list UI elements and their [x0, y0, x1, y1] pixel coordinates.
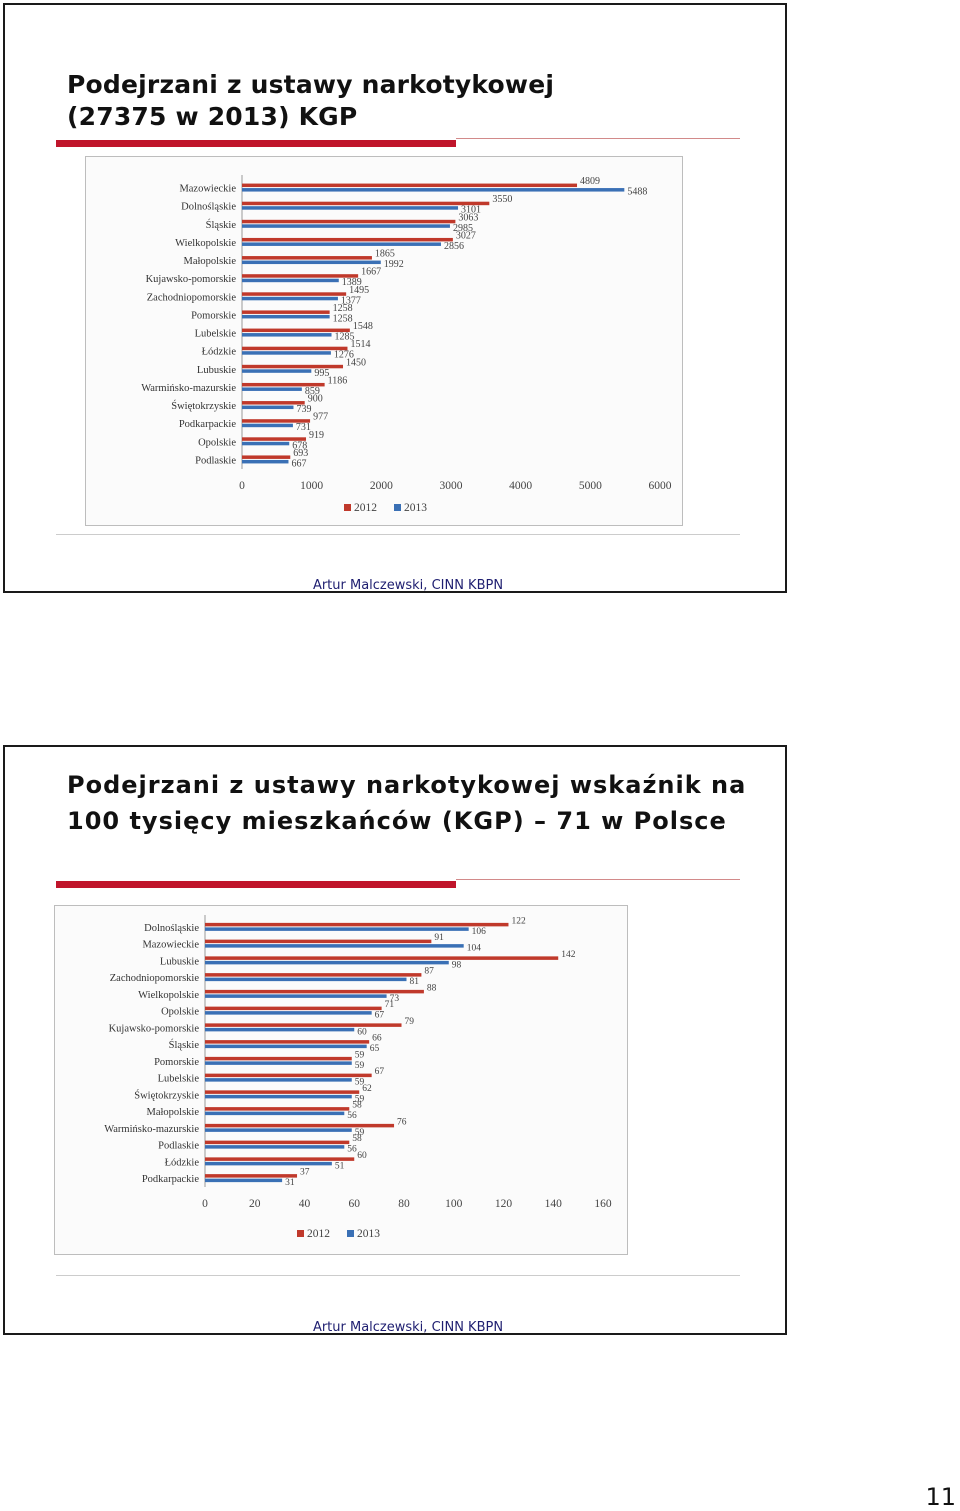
- page-number: 11: [925, 1483, 956, 1511]
- chart-2-frame: [54, 905, 628, 1255]
- bar-2012: [205, 1174, 297, 1178]
- data-label-2012: 87: [424, 966, 434, 977]
- title-underline-accent: [56, 140, 456, 147]
- data-label-2012: 122: [511, 916, 526, 927]
- data-label-2012: 67: [374, 1067, 385, 1078]
- data-label-2013: 739: [296, 404, 312, 416]
- bar-2013: [242, 424, 293, 428]
- chart-1-svg: [86, 157, 682, 525]
- bar-2012: [242, 238, 453, 242]
- bar-2013: [205, 1061, 352, 1065]
- category-label: Lubelskie: [194, 328, 236, 340]
- category-label: Świętokrzyskie: [134, 1090, 199, 1102]
- category-label: Dolnośląskie: [144, 922, 199, 934]
- data-label-2013: 106: [471, 926, 486, 937]
- data-label-2012: 76: [397, 1117, 407, 1128]
- chart-2-svg: [55, 906, 627, 1254]
- category-label: Zachodniopomorskie: [146, 292, 236, 304]
- category-label: Kujawsko-pomorskie: [108, 1023, 199, 1035]
- bar-2013: [242, 242, 441, 246]
- legend-swatch-2013: [347, 1230, 354, 1237]
- category-label: Warmińsko-mazurskie: [104, 1123, 199, 1135]
- bar-2012: [205, 1040, 369, 1044]
- data-label-2012: 1186: [327, 375, 348, 387]
- bar-2012: [205, 1074, 372, 1078]
- data-label-2013: 56: [347, 1111, 357, 1122]
- bar-2012: [205, 1124, 394, 1128]
- category-label: Mazowieckie: [142, 939, 199, 951]
- title-underline-thin: [456, 138, 740, 139]
- category-label: Zachodniopomorskie: [109, 973, 199, 985]
- bar-2013: [205, 1045, 367, 1049]
- legend-label: 2012: [354, 502, 377, 514]
- bar-2013: [205, 1028, 354, 1032]
- category-label: Łódzkie: [164, 1157, 199, 1169]
- data-label-2013: 59: [354, 1077, 365, 1088]
- x-tick-label: 4000: [509, 480, 533, 492]
- data-label-2012: 60: [357, 1150, 367, 1161]
- data-label-2012: 1865: [374, 248, 395, 260]
- x-tick-label: 60: [348, 1198, 360, 1210]
- data-label-2013: 3101: [461, 204, 482, 216]
- bar-2012: [205, 940, 431, 944]
- data-label-2013: 1377: [340, 295, 361, 307]
- data-label-2013: 31: [285, 1178, 295, 1189]
- x-tick-label: 5000: [578, 480, 602, 492]
- data-label-2012: 62: [362, 1083, 372, 1094]
- data-label-2012: 91: [434, 933, 444, 944]
- data-label-2012: 79: [404, 1016, 415, 1027]
- data-label-2013: 81: [409, 977, 419, 988]
- bar-2013: [205, 1112, 344, 1116]
- category-label: Wielkopolskie: [175, 237, 236, 249]
- x-tick-label: 100: [445, 1198, 463, 1210]
- bar-2012: [242, 220, 455, 224]
- data-label-2012: 3063: [458, 212, 479, 224]
- category-label: Śląskie: [205, 219, 236, 231]
- title-underline-thin: [456, 879, 740, 880]
- bar-2012: [242, 184, 577, 188]
- data-label-2013: 859: [304, 385, 320, 397]
- slide-title: [67, 69, 554, 133]
- bar-2013: [205, 927, 469, 931]
- data-label-2013: 65: [369, 1044, 380, 1055]
- bar-2013: [242, 406, 293, 410]
- bar-2012: [242, 455, 290, 459]
- data-label-2012: 977: [313, 411, 329, 423]
- bar-2013: [242, 315, 330, 319]
- data-label-2013: 104: [466, 943, 481, 954]
- data-label-2012: 919: [309, 429, 325, 441]
- legend-label: 2013: [404, 502, 427, 514]
- category-label: Podlaskie: [195, 455, 236, 467]
- data-label-2013: 1276: [333, 349, 354, 361]
- bar-2013: [242, 460, 288, 464]
- bar-2013: [242, 206, 458, 210]
- bar-2012: [205, 1107, 349, 1111]
- bar-2013: [242, 224, 450, 228]
- x-tick-label: 1000: [300, 480, 324, 492]
- data-label-2013: 678: [292, 440, 308, 452]
- category-label: Kujawsko-pomorskie: [145, 274, 236, 286]
- data-label-2013: 51: [334, 1161, 345, 1172]
- slide-2: [3, 745, 787, 1335]
- x-tick-label: 40: [298, 1198, 311, 1210]
- data-label-2013: 56: [347, 1144, 357, 1155]
- category-label: Małopolskie: [146, 1107, 199, 1119]
- bar-2012: [242, 347, 347, 351]
- category-label: Łódzkie: [201, 346, 236, 358]
- category-label: Podkarpackie: [178, 419, 236, 431]
- category-label: Opolskie: [198, 437, 236, 449]
- bar-2013: [205, 961, 449, 965]
- data-label-2012: 58: [352, 1100, 362, 1111]
- bar-2013: [242, 442, 289, 446]
- data-label-2013: 59: [354, 1094, 365, 1105]
- category-label: Opolskie: [161, 1006, 199, 1018]
- bar-2013: [205, 1179, 282, 1183]
- legend-swatch-2013: [394, 504, 401, 511]
- slide-footer: Artur Malczewski, CINN KBPN: [312, 578, 504, 593]
- title-underline-accent: [56, 881, 456, 888]
- bar-2012: [205, 1023, 402, 1027]
- bar-2013: [205, 944, 464, 948]
- data-label-2012: 88: [426, 983, 437, 994]
- footer-divider: [56, 1275, 740, 1276]
- bar-2012: [205, 1157, 354, 1161]
- bar-2013: [205, 1128, 352, 1132]
- data-label-2013: 2856: [443, 240, 464, 252]
- legend-label: 2013: [357, 1228, 380, 1240]
- legend-label: 2012: [307, 1228, 330, 1240]
- category-label: Pomorskie: [191, 310, 236, 322]
- x-tick-label: 80: [398, 1198, 410, 1210]
- x-tick-label: 6000: [648, 480, 672, 492]
- bar-2013: [242, 351, 331, 355]
- data-label-2013: 60: [357, 1027, 367, 1038]
- bar-2013: [205, 1145, 344, 1149]
- data-label-2012: 1514: [350, 339, 371, 351]
- category-label: Wielkopolskie: [138, 989, 199, 1001]
- category-label: Podkarpackie: [141, 1174, 199, 1186]
- data-label-2013: 731: [295, 422, 311, 434]
- category-label: Lubuskie: [159, 956, 199, 968]
- x-tick-label: 160: [594, 1198, 612, 1210]
- x-tick-label: 3000: [439, 480, 463, 492]
- bar-2013: [205, 994, 387, 998]
- x-tick-label: 140: [544, 1198, 562, 1210]
- x-tick-label: 0: [202, 1198, 208, 1210]
- x-tick-label: 2000: [369, 480, 393, 492]
- category-label: Lubuskie: [196, 364, 236, 376]
- data-label-2013: 1992: [383, 259, 404, 271]
- data-label-2012: 693: [293, 447, 309, 459]
- bar-2012: [242, 292, 346, 296]
- data-label-2013: 5488: [627, 186, 648, 198]
- data-label-2012: 66: [372, 1033, 382, 1044]
- data-label-2012: 1450: [346, 357, 367, 369]
- title-line-2: (27375 w 2013) KGP: [67, 102, 358, 131]
- data-label-2013: 98: [451, 960, 462, 971]
- data-label-2013: 59: [354, 1060, 365, 1071]
- bar-2012: [242, 274, 358, 278]
- bar-2012: [205, 1090, 359, 1094]
- data-label-2012: 1495: [349, 284, 370, 296]
- bar-2013: [205, 1162, 332, 1166]
- data-label-2012: 3550: [492, 194, 513, 206]
- category-label: Dolnośląskie: [181, 201, 236, 213]
- category-label: Śląskie: [168, 1040, 199, 1052]
- footer-divider: [56, 534, 740, 535]
- data-label-2012: 71: [384, 1000, 395, 1011]
- bar-2013: [205, 978, 406, 982]
- bar-2013: [242, 261, 381, 265]
- category-label: Małopolskie: [183, 256, 236, 268]
- bar-2013: [205, 1078, 352, 1082]
- chart-1-frame: [85, 156, 683, 526]
- slide-footer: Artur Malczewski, CINN KBPN: [312, 1320, 504, 1335]
- data-label-2013: 667: [291, 458, 307, 470]
- data-label-2013: 1285: [334, 331, 355, 343]
- data-label-2012: 1258: [332, 302, 353, 314]
- data-label-2013: 995: [314, 367, 330, 379]
- x-tick-label: 120: [494, 1198, 513, 1210]
- bar-2012: [205, 923, 508, 927]
- bar-2012: [205, 973, 421, 977]
- x-tick-label: 0: [239, 480, 245, 492]
- data-label-2012: 1667: [361, 266, 382, 278]
- data-label-2013: 1258: [332, 313, 353, 325]
- bar-2012: [205, 1141, 349, 1145]
- slide-title: Podejrzani z ustawy narkotykowej wskaźnik na 100 tysięcy mieszkańców (KGP) – 71 w Polsce: [67, 771, 747, 835]
- bar-2013: [242, 297, 338, 301]
- bar-2012: [205, 956, 558, 960]
- data-label-2012: 4809: [580, 176, 601, 188]
- category-label: Świętokrzyskie: [171, 401, 236, 413]
- category-label: Lubelskie: [157, 1073, 199, 1085]
- bar-2012: [205, 1057, 352, 1061]
- category-label: Podlaskie: [158, 1140, 199, 1152]
- bar-2013: [205, 1011, 372, 1015]
- data-label-2012: 59: [354, 1050, 365, 1061]
- bar-2013: [242, 333, 332, 337]
- data-label-2012: 3027: [455, 230, 476, 242]
- data-label-2013: 2985: [452, 222, 473, 234]
- data-label-2012: 58: [352, 1134, 362, 1145]
- legend-swatch-2012: [297, 1230, 304, 1237]
- data-label-2012: 1548: [352, 321, 373, 333]
- bar-2012: [242, 401, 305, 405]
- bar-2013: [242, 279, 339, 283]
- bar-2012: [242, 256, 372, 260]
- data-label-2013: 67: [374, 1010, 385, 1021]
- legend-swatch-2012: [344, 504, 351, 511]
- data-label-2012: 142: [561, 949, 576, 960]
- bar-2012: [242, 202, 489, 206]
- category-label: Mazowieckie: [179, 183, 236, 195]
- data-label-2012: 37: [300, 1167, 310, 1178]
- bar-2013: [242, 369, 311, 373]
- data-label-2013: 59: [354, 1127, 365, 1138]
- slide-1: [3, 3, 787, 593]
- bar-2012: [242, 310, 330, 314]
- data-label-2013: 1389: [341, 277, 362, 289]
- bar-2013: [205, 1095, 352, 1099]
- title-line-1: Podejrzani z ustawy narkotykowej: [67, 70, 555, 99]
- category-label: Warmińsko-mazurskie: [141, 382, 236, 394]
- data-label-2012: 900: [307, 393, 323, 405]
- bar-2012: [205, 1007, 382, 1011]
- bar-2012: [205, 990, 424, 994]
- bar-2013: [242, 387, 302, 391]
- bar-2013: [242, 188, 624, 192]
- data-label-2013: 73: [389, 993, 400, 1004]
- x-tick-label: 20: [249, 1198, 261, 1210]
- category-label: Pomorskie: [154, 1056, 199, 1068]
